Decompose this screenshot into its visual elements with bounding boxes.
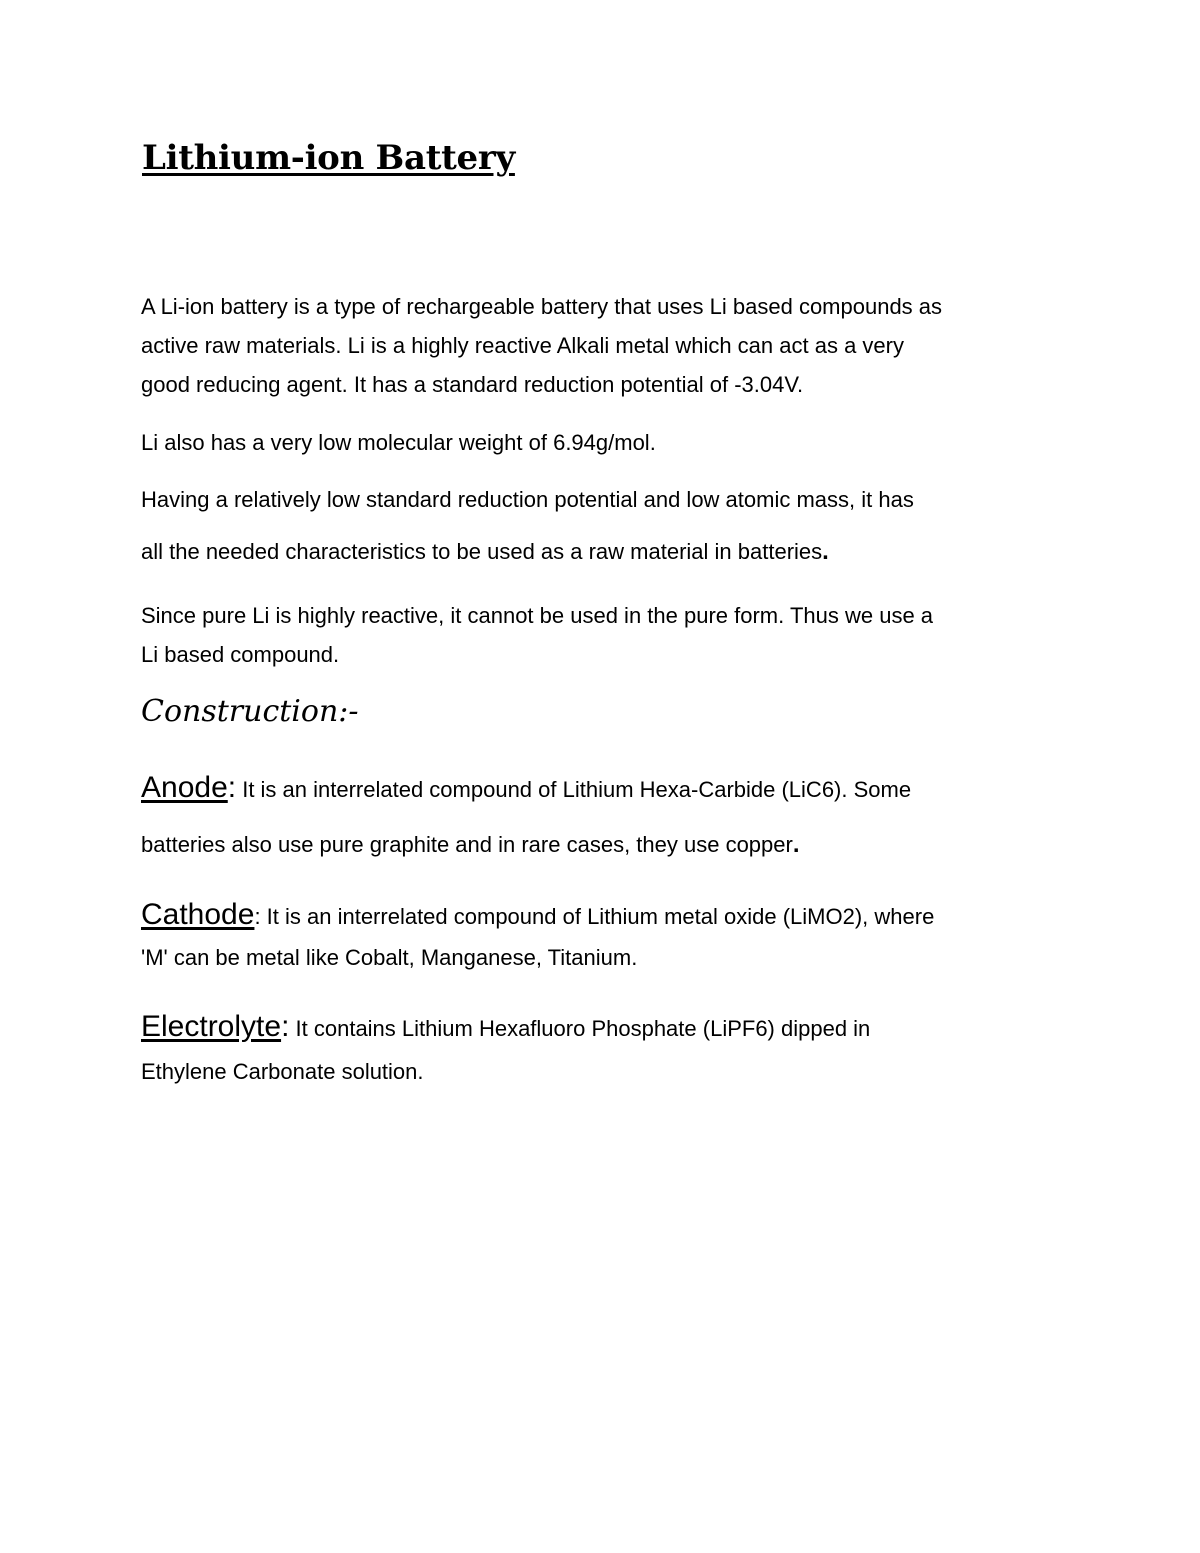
- characteristics-period: .: [822, 538, 829, 565]
- cathode-term: Cathode: [141, 898, 255, 931]
- cathode-line-2: 'M' can be metal like Cobalt, Manganese, Titanium.: [141, 945, 638, 970]
- anode-line-2: [141, 825, 911, 864]
- intro-line-2: active raw materials. Li is a highly reactive Alkali metal which can act as a very: [141, 333, 904, 358]
- intro-line-1: A Li-ion battery is a type of rechargeable battery that uses Li based compounds as: [141, 294, 943, 319]
- cathode-line-1-text: : It is an interrelated compound of Lithium metal oxide (LiMO2), where: [254, 904, 935, 929]
- anode-colon: :: [227, 771, 237, 804]
- electrolyte-term: Electrolyte: [141, 1010, 282, 1043]
- characteristics-line-1: Having a relatively low standard reduction potential and low atomic mass, it has: [141, 487, 914, 512]
- characteristics-line-2-text: all the needed characteristics to be used as a raw material in batteries: [141, 539, 823, 564]
- construction-heading: Construction:-: [141, 694, 359, 729]
- reactivity-line-1: Since pure Li is highly reactive, it cannot be used in the pure form. Thus we use a: [141, 603, 934, 628]
- electrolyte-line-1-text: It contains Lithium Hexafluoro Phosphate (LiPF6) dipped in: [289, 1016, 871, 1041]
- intro-line-3: good reducing agent. It has a standard reduction potential of -3.04V.: [141, 372, 804, 397]
- anode-period: .: [792, 831, 800, 858]
- electrolyte-line-2: Ethylene Carbonate solution.: [141, 1059, 424, 1084]
- cathode-paragraph: [141, 895, 934, 977]
- molecular-weight-paragraph: Li also has a very low molecular weight of 6.94g/mol.: [141, 430, 656, 455]
- electrolyte-colon: :: [281, 1010, 290, 1043]
- anode-line-1-text: It is an interrelated compound of Lithium Hexa-Carbide (LiC6). Some: [236, 777, 912, 802]
- anode-term: Anode: [141, 771, 228, 804]
- reactivity-line-2: Li based compound.: [141, 642, 340, 667]
- electrolyte-line-1: [141, 1007, 870, 1048]
- characteristics-line-2: [141, 532, 914, 571]
- electrolyte-paragraph: [141, 1007, 870, 1091]
- characteristics-paragraph: [141, 480, 914, 571]
- document-title: Lithium-ion Battery: [142, 138, 515, 178]
- reactivity-paragraph: [141, 596, 933, 674]
- cathode-line-1: [141, 895, 934, 936]
- intro-paragraph: [141, 287, 942, 404]
- anode-line-1: [141, 768, 911, 809]
- anode-line-2-text: batteries also use pure graphite and in rare cases, they use copper: [141, 832, 793, 857]
- anode-paragraph: [141, 768, 911, 864]
